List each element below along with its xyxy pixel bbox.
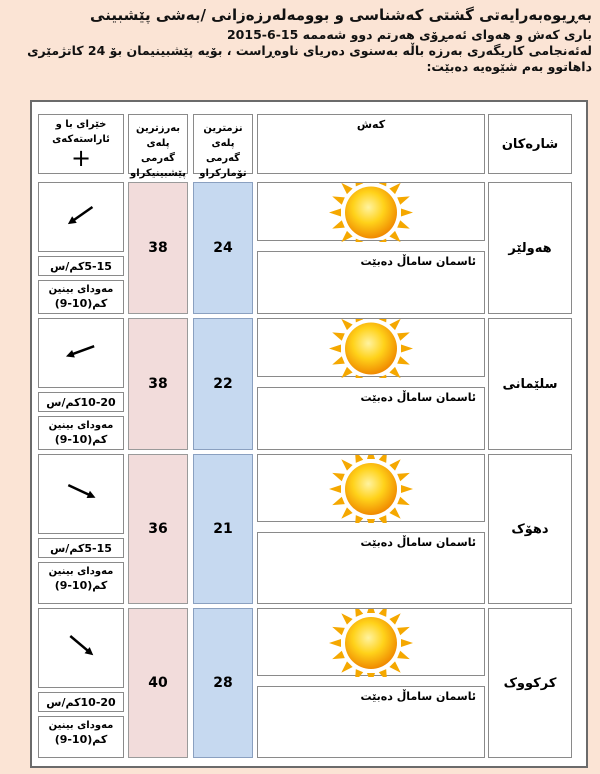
column-header-min: [193, 114, 253, 179]
visibility-value: (9-10)کم: [54, 733, 108, 746]
city-cell: [488, 608, 572, 758]
wind-direction-cell: [38, 454, 124, 534]
column-header-cities: [488, 114, 572, 174]
weather-icon-cell: [257, 182, 485, 241]
wind-speed-cell: [38, 392, 124, 412]
column-header-max-line1: بەرزترین: [135, 123, 181, 134]
weather-description-cell: [257, 686, 485, 758]
column-header-min-line2: پلەی گەرمی: [206, 138, 240, 164]
city-cell: [488, 318, 572, 450]
arrow-icon: [39, 319, 123, 389]
wind-speed-cell: [38, 256, 124, 276]
visibility-cell: [38, 280, 124, 314]
min-temp-value: 22: [213, 376, 233, 392]
weather-icon-cell: [257, 454, 485, 522]
forecast-panel: [30, 100, 588, 768]
wind-speed-cell: [38, 538, 124, 558]
city-cell: [488, 182, 572, 314]
sun-icon: [258, 455, 484, 523]
wind-speed: 10-20کم/س: [46, 695, 116, 709]
max-temp-cell: [128, 182, 188, 314]
max-temp-value: 38: [148, 376, 168, 392]
city-name: هەولێر: [508, 240, 552, 256]
arrow-icon: [39, 455, 123, 535]
weather-description-cell: [257, 532, 485, 604]
sun-icon: [258, 609, 484, 677]
city-cell: [488, 454, 572, 604]
max-temp-value: 38: [148, 240, 168, 256]
wind-speed-cell: [38, 692, 124, 712]
visibility-label: مەودای بینین: [48, 420, 114, 431]
visibility-cell: [38, 716, 124, 758]
min-temp-cell: [193, 454, 253, 604]
bulletin-intro-line-2: داهاتوو بەم شێوەیە دەبێت:: [426, 59, 592, 74]
wind-speed: 10-20کم/س: [46, 395, 116, 409]
min-temp-cell: [193, 182, 253, 314]
wind-direction-cell: [38, 318, 124, 388]
visibility-cell: [38, 416, 124, 450]
bulletin-date-line: باری کەش و هەوای ئەمڕۆی هەرتم دوو شەممە 15-6-2015: [226, 27, 592, 42]
min-temp-value: 24: [213, 240, 233, 256]
min-temp-value: 21: [213, 521, 233, 537]
visibility-value: (9-10)کم: [54, 433, 108, 446]
arrow-icon: [39, 609, 123, 689]
wind-direction-cell: [38, 182, 124, 252]
column-header-wind: [38, 114, 124, 174]
city-name: کرکووک: [503, 675, 557, 691]
column-header-wind-line1: خێرای با و: [55, 119, 107, 130]
column-header-min-line1: نزمترین: [203, 123, 243, 134]
wind-speed: 5-15کم/س: [50, 541, 112, 555]
weather-description: ئاسمان ساماڵ دەبێت: [360, 255, 476, 268]
weather-icon-cell: [257, 318, 485, 377]
max-temp-cell: [128, 608, 188, 758]
visibility-value: (9-10)کم: [54, 579, 108, 592]
sun-icon: [258, 319, 484, 378]
min-temp-cell: [193, 608, 253, 758]
weather-icon-cell: [257, 608, 485, 676]
visibility-label: مەودای بینین: [48, 284, 114, 295]
column-header-min-line3: تۆمارکراو: [199, 168, 247, 179]
column-header-max-line2: پلەی گەرمی: [141, 138, 175, 164]
column-header-wind-line2: ئاراستەکەی: [52, 134, 110, 145]
column-header-cities-label: شارەکان: [501, 136, 559, 152]
bulletin-intro-line: لەئەنجامی کاریگەری بەرزە باڵە بەسنوی دەریای ناوەڕاست ، بۆیە پێشبینیمان بۆ 24 کاتژمێری: [27, 43, 592, 58]
wind-speed: 5-15کم/س: [50, 259, 112, 273]
max-temp-value: 36: [148, 521, 168, 537]
max-temp-cell: [128, 318, 188, 450]
city-name: دهۆک: [511, 521, 549, 537]
wind-direction-cell: [38, 608, 124, 688]
max-temp-cell: [128, 454, 188, 604]
max-temp-value: 40: [148, 675, 168, 691]
weather-description-cell: [257, 251, 485, 314]
visibility-cell: [38, 562, 124, 604]
weather-description: ئاسمان ساماڵ دەبێت: [360, 391, 476, 404]
weather-description: ئاسمان ساماڵ دەبێت: [360, 536, 476, 549]
min-temp-value: 28: [213, 675, 233, 691]
column-header-max: [128, 114, 188, 179]
arrow-icon: [39, 183, 123, 253]
city-name: سلێمانی: [502, 376, 558, 392]
visibility-value: (9-10)کم: [54, 297, 108, 310]
bulletin-title: بەڕیوەبەرایەتی گشتی کەشناسی و بوومەلەرزەزانی /بەشی پێشبینی: [90, 6, 592, 24]
column-header-weather-label: کەش: [356, 118, 386, 131]
weather-description-cell: [257, 387, 485, 450]
column-header-weather: [257, 114, 485, 174]
visibility-label: مەودای بینین: [48, 720, 114, 731]
plus-icon: +: [70, 144, 92, 172]
min-temp-cell: [193, 318, 253, 450]
column-header-max-line3: پێشبینیکراو: [129, 168, 187, 179]
visibility-label: مەودای بینین: [48, 566, 114, 577]
weather-description: ئاسمان ساماڵ دەبێت: [360, 690, 476, 703]
sun-icon: [258, 183, 484, 242]
